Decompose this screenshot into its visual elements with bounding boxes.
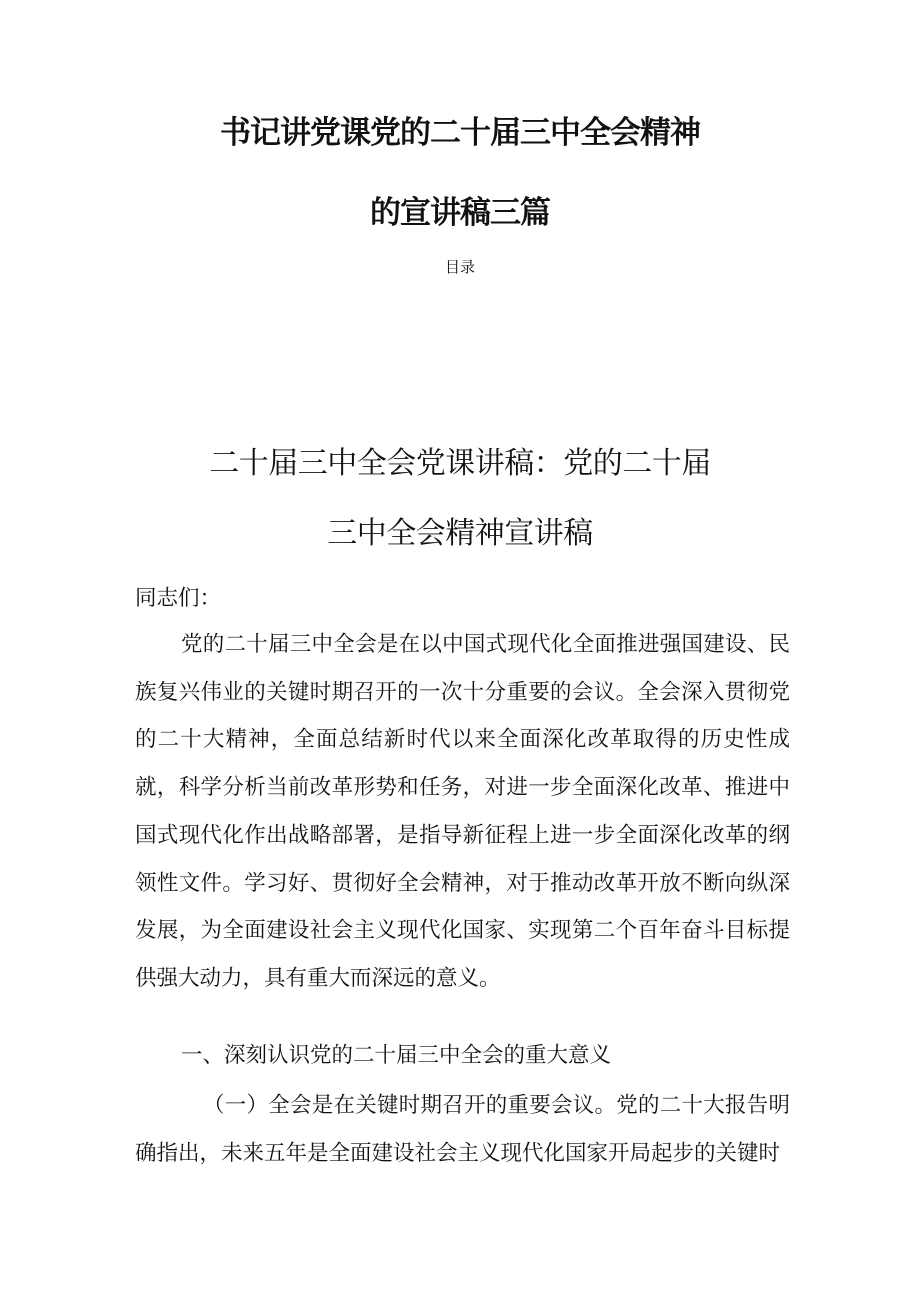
section-heading-1: 一、深刻认识党的二十届三中全会的重大意义: [181, 1043, 612, 1068]
section-title-line-1: 二十届三中全会党课讲稿：党的二十届: [209, 446, 711, 481]
table-of-contents-label: 目录: [444, 258, 475, 276]
body-paragraph-2: （一）全会是在关键时期召开的重要会议。党的二十大报告明确指出，未来五年是全面建设社会主义现代化国家开局起步的关键时: [135, 1093, 790, 1166]
section-title-line-2: 三中全会精神宣讲稿: [327, 516, 593, 551]
main-title-line-2: 的宣讲稿三篇: [370, 195, 550, 231]
body-paragraph-1: 党的二十届三中全会是在以中国式现代化全面推进强国建设、民族复兴伟业的关键时期召开的一次十分重要的会议。全会深入贯彻党的二十大精神，全面总结新时代以来全面深化改革取得的历史性成就，科学分析当前改革形势和任务，对进一步全面深化改革、推进中国式现代化作出战略部署，是指导新征程上进一步全面深化改革的纲领性文件。学习好、贯彻好全会精神，对于推动改革开放不断向纵深发展，为全面建设社会主义现代化国家、实现第二个百年奋斗目标提供强大动力，具有重大而深远的意义。: [135, 632, 790, 991]
salutation: 同志们：: [135, 586, 222, 611]
main-title-line-1: 书记讲党课党的二十届三中全会精神: [220, 115, 700, 151]
